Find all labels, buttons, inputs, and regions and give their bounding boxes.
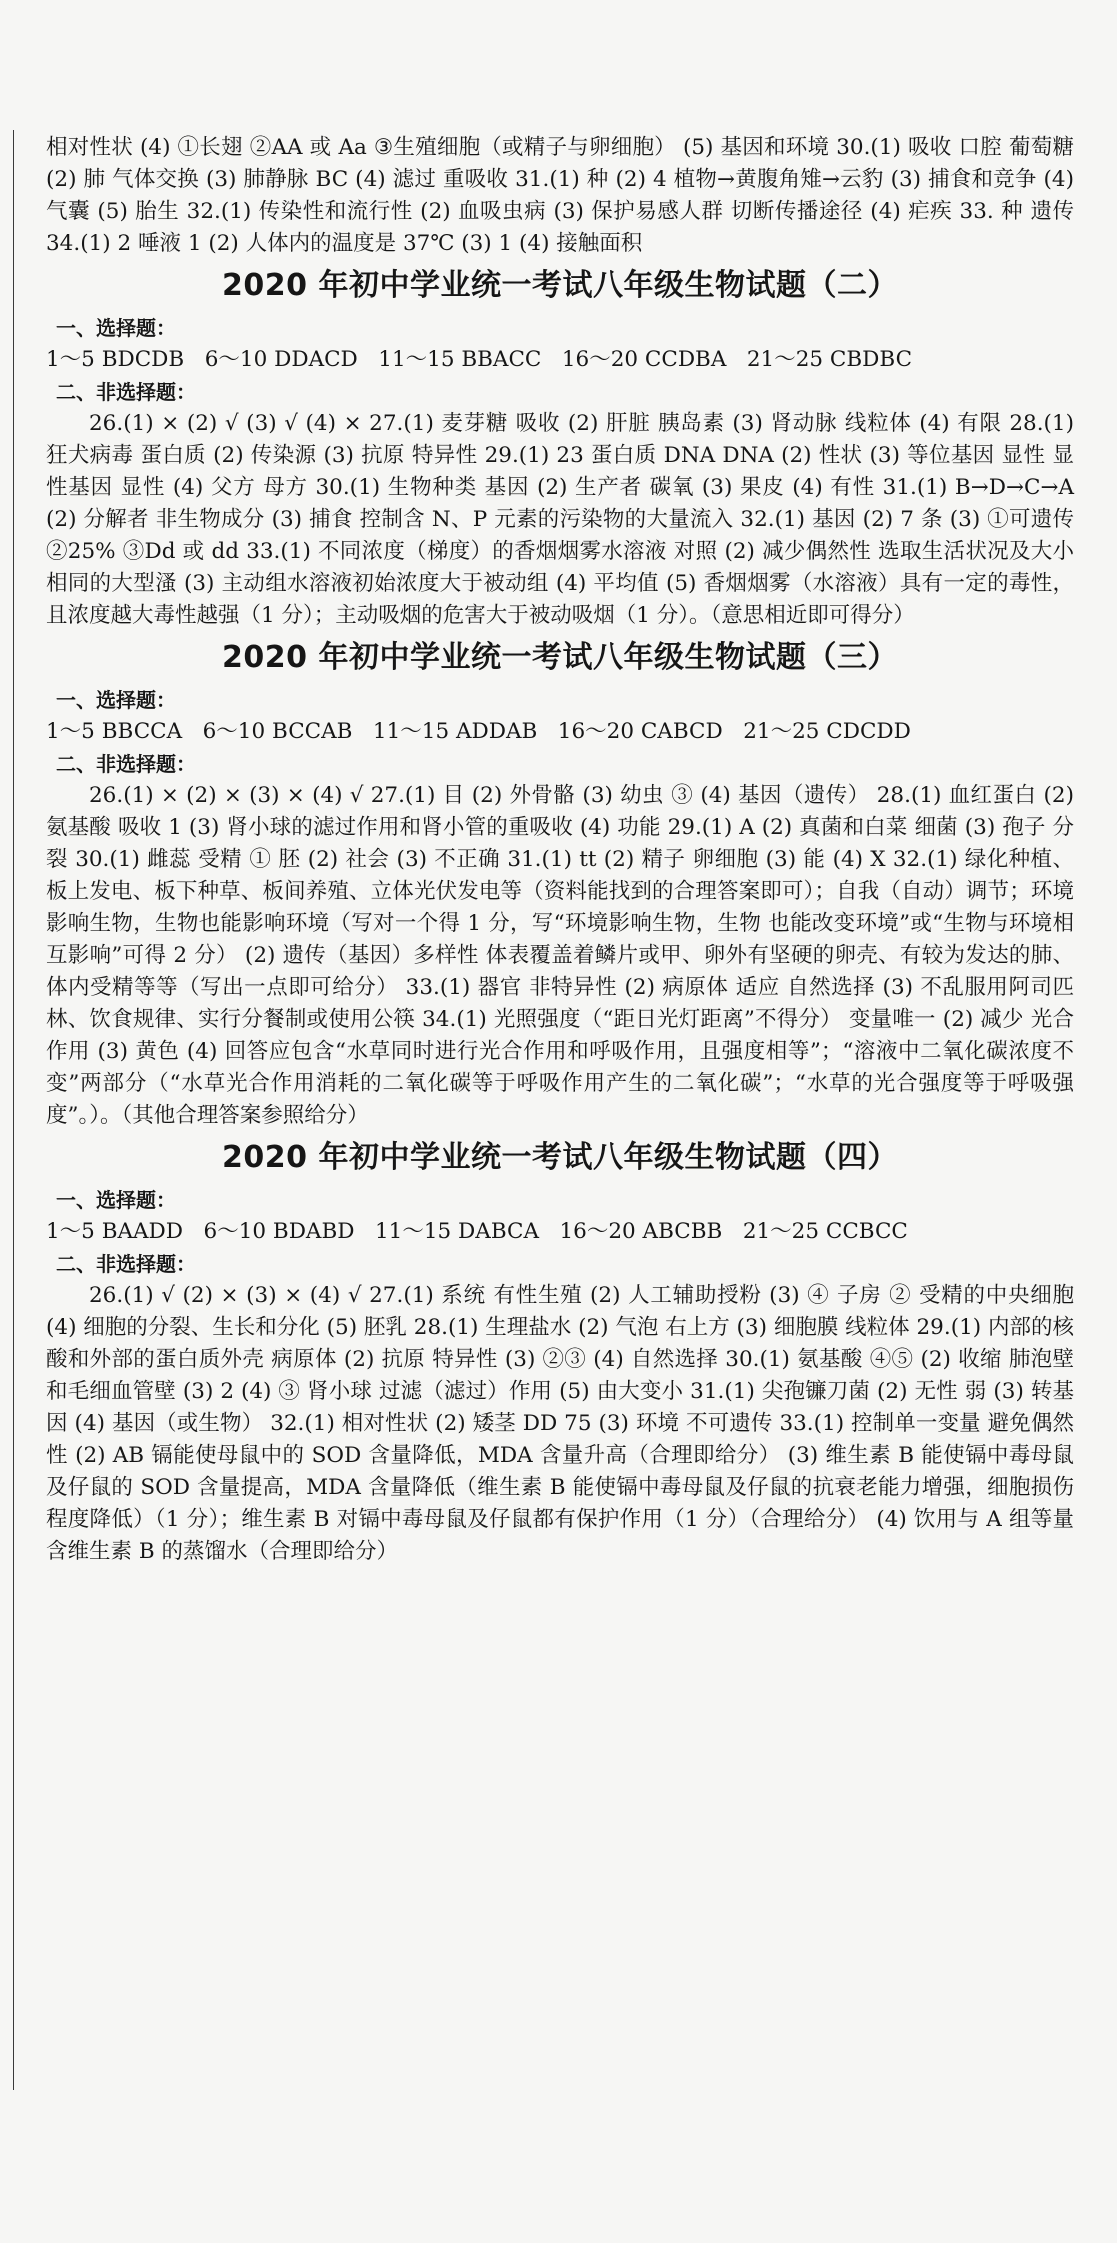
- section-title: 2020 年初中学业统一考试八年级生物试题（二）: [222, 268, 898, 303]
- non-multiple-choice-answers: 26.(1) × (2) × (3) × (4) √ 27.(1) 目 (2) 外骨骼 (3) 幼虫 ③ (4) 基因（遗传） 28.(1) 血红蛋白 (2) 氨基酸 吸收 1 (3) 肾小球的滤过作用和肾小管的重吸收 (4) 功能 29.(1) A (2) 真菌和白菜 细菌 (3) 孢子 分裂 30.(1) 雌蕊 受精 ① 胚 (2) 社会 (3) 不正确 31.(1) tt (2) 精子 卵细胞 (3) 能 (4) X 32.(1) 绿化种植、板上发电、板下种草、板间养殖、立体光伏发电等（资料能找到的合理答案即可）；自我（自动）调节；环境影响生物，生物也能影响环境（写对一个得 1 分，写“环境影响生物，生物 也能改变环境”或“生物与环境相互影响”可得 2 分） (2) 遗传（基因）多样性 体表覆盖着鳞片或甲、卵外有坚硬的卵壳、有较为发达的肺、体内受精等等（写出一点即可给分） 33.(1) 器官 非特异性 (2) 病原体 适应 自然选择 (3) 不乱服用阿司匹林、饮食规律、实行分餐制或使用公筷 34.(1) 光照强度（“距日光灯距离”不得分） 变量唯一 (2) 减少 光合作用 (3) 黄色 (4) 回答应包含“水草同时进行光合作用和呼吸作用，且强度相等”；“溶液中二氧化碳浓度不变”两部分（“水草光合作用消耗的二氧化碳等于呼吸作用产生的二氧化碳”；“水草的光合强度等于呼吸强度”。）。（其他合理答案参照给分）: [46, 783, 1074, 1128]
- multiple-choice-answers: 1～5 BBCCA 6～10 BCCAB 11～15 ADDAB 16～20 CABCD 21～25 CDCDD: [46, 719, 911, 744]
- non-multiple-choice-answers: 26.(1) × (2) √ (3) √ (4) × 27.(1) 麦芽糖 吸收 (2) 肝脏 胰岛素 (3) 肾动脉 线粒体 (4) 有限 28.(1) 狂犬病毒 蛋白质 (2) 传染源 (3) 抗原 特异性 29.(1) 23 蛋白质 DNA DNA (2) 性状 (3) 等位基因 显性 显性基因 显性 (4) 父方 母方 30.(1) 生物种类 基因 (2) 生产者 碳氧 (3) 果皮 (4) 有性 31.(1) B→D→C→A (2) 分解者 非生物成分 (3) 捕食 控制含 N、P 元素的污染物的大量流入 32.(1) 基因 (2) 7 条 (3) ①可遗传 ②25% ③Dd 或 dd 33.(1) 不同浓度（梯度）的香烟烟雾水溶液 对照 (2) 减少偶然性 选取生活状况及大小相同的大型溞 (3) 主动组水溶液初始浓度大于被动组 (4) 平均值 (5) 香烟烟雾（水溶液）具有一定的毒性，且浓度越大毒性越强（1 分）；主动吸烟的危害大于被动吸烟（1 分）。（意思相近即可得分）: [46, 411, 1074, 628]
- exam-section-4: [46, 1140, 1074, 1568]
- left-margin-rule: [13, 130, 14, 2090]
- non-multiple-choice-label: 二、非选择题：: [56, 1252, 196, 1276]
- section-title: 2020 年初中学业统一考试八年级生物试题（三）: [222, 640, 898, 675]
- non-multiple-choice-label: 二、非选择题：: [56, 380, 196, 404]
- continued-answers-paragraph: 相对性状 (4) ①长翅 ②AA 或 Aa ③生殖细胞（或精子与卵细胞） (5) 基因和环境 30.(1) 吸收 口腔 葡萄糖 (2) 肺 气体交换 (3) 肺静脉 BC (4) 滤过 重吸收 31.(1) 种 (2) 4 植物→黄腹角雉→云豹 (3) 捕食和竞争 (4) 气囊 (5) 胎生 32.(1) 传染性和流行性 (2) 血吸虫病 (3) 保护易感人群 切断传播途径 (4) 疟疾 33. 种 遗传 34.(1) 2 唾液 1 (2) 人体内的温度是 37℃ (3) 1 (4) 接触面积: [46, 135, 1074, 256]
- multiple-choice-answers: 1～5 BAADD 6～10 BDABD 11～15 DABCA 16～20 ABCBB 21～25 CCBCC: [46, 1219, 908, 1244]
- section-title: 2020 年初中学业统一考试八年级生物试题（四）: [222, 1140, 898, 1175]
- multiple-choice-label: 一、选择题：: [56, 316, 176, 340]
- multiple-choice-label: 一、选择题：: [56, 1188, 176, 1212]
- exam-section-2: [46, 268, 1074, 632]
- multiple-choice-answers: 1～5 BDCDB 6～10 DDACD 11～15 BBACC 16～20 CCDBA 21～25 CBDBC: [46, 347, 913, 372]
- non-multiple-choice-label: 二、非选择题：: [56, 752, 196, 776]
- non-multiple-choice-answers: 26.(1) √ (2) × (3) × (4) √ 27.(1) 系统 有性生殖 (2) 人工辅助授粉 (3) ④ 子房 ② 受精的中央细胞 (4) 细胞的分裂、生长和分化 (5) 胚乳 28.(1) 生理盐水 (2) 气泡 右上方 (3) 细胞膜 线粒体 29.(1) 内部的核酸和外部的蛋白质外壳 病原体 (2) 抗原 特异性 (3) ②③ (4) 自然选择 30.(1) 氨基酸 ④⑤ (2) 收缩 肺泡壁和毛细血管壁 (3) 2 (4) ③ 肾小球 过滤（滤过）作用 (5) 由大变小 31.(1) 尖孢镰刀菌 (2) 无性 弱 (3) 转基因 (4) 基因（或生物） 32.(1) 相对性状 (2) 矮茎 DD 75 (3) 环境 不可遗传 33.(1) 控制单一变量 避免偶然性 (2) AB 镉能使母鼠中的 SOD 含量降低，MDA 含量升高（合理即给分） (3) 维生素 B 能使镉中毒母鼠及仔鼠的 SOD 含量提高，MDA 含量降低（维生素 B 能使镉中毒母鼠及仔鼠的抗衰老能力增强，细胞损伤程度降低）（1 分）；维生素 B 对镉中毒母鼠及仔鼠都有保护作用（1 分）（合理给分） (4) 饮用与 A 组等量含维生素 B 的蒸馏水（合理即给分）: [46, 1283, 1074, 1564]
- exam-section-3: [46, 640, 1074, 1132]
- answer-key-content: [46, 132, 1074, 1568]
- multiple-choice-label: 一、选择题：: [56, 688, 176, 712]
